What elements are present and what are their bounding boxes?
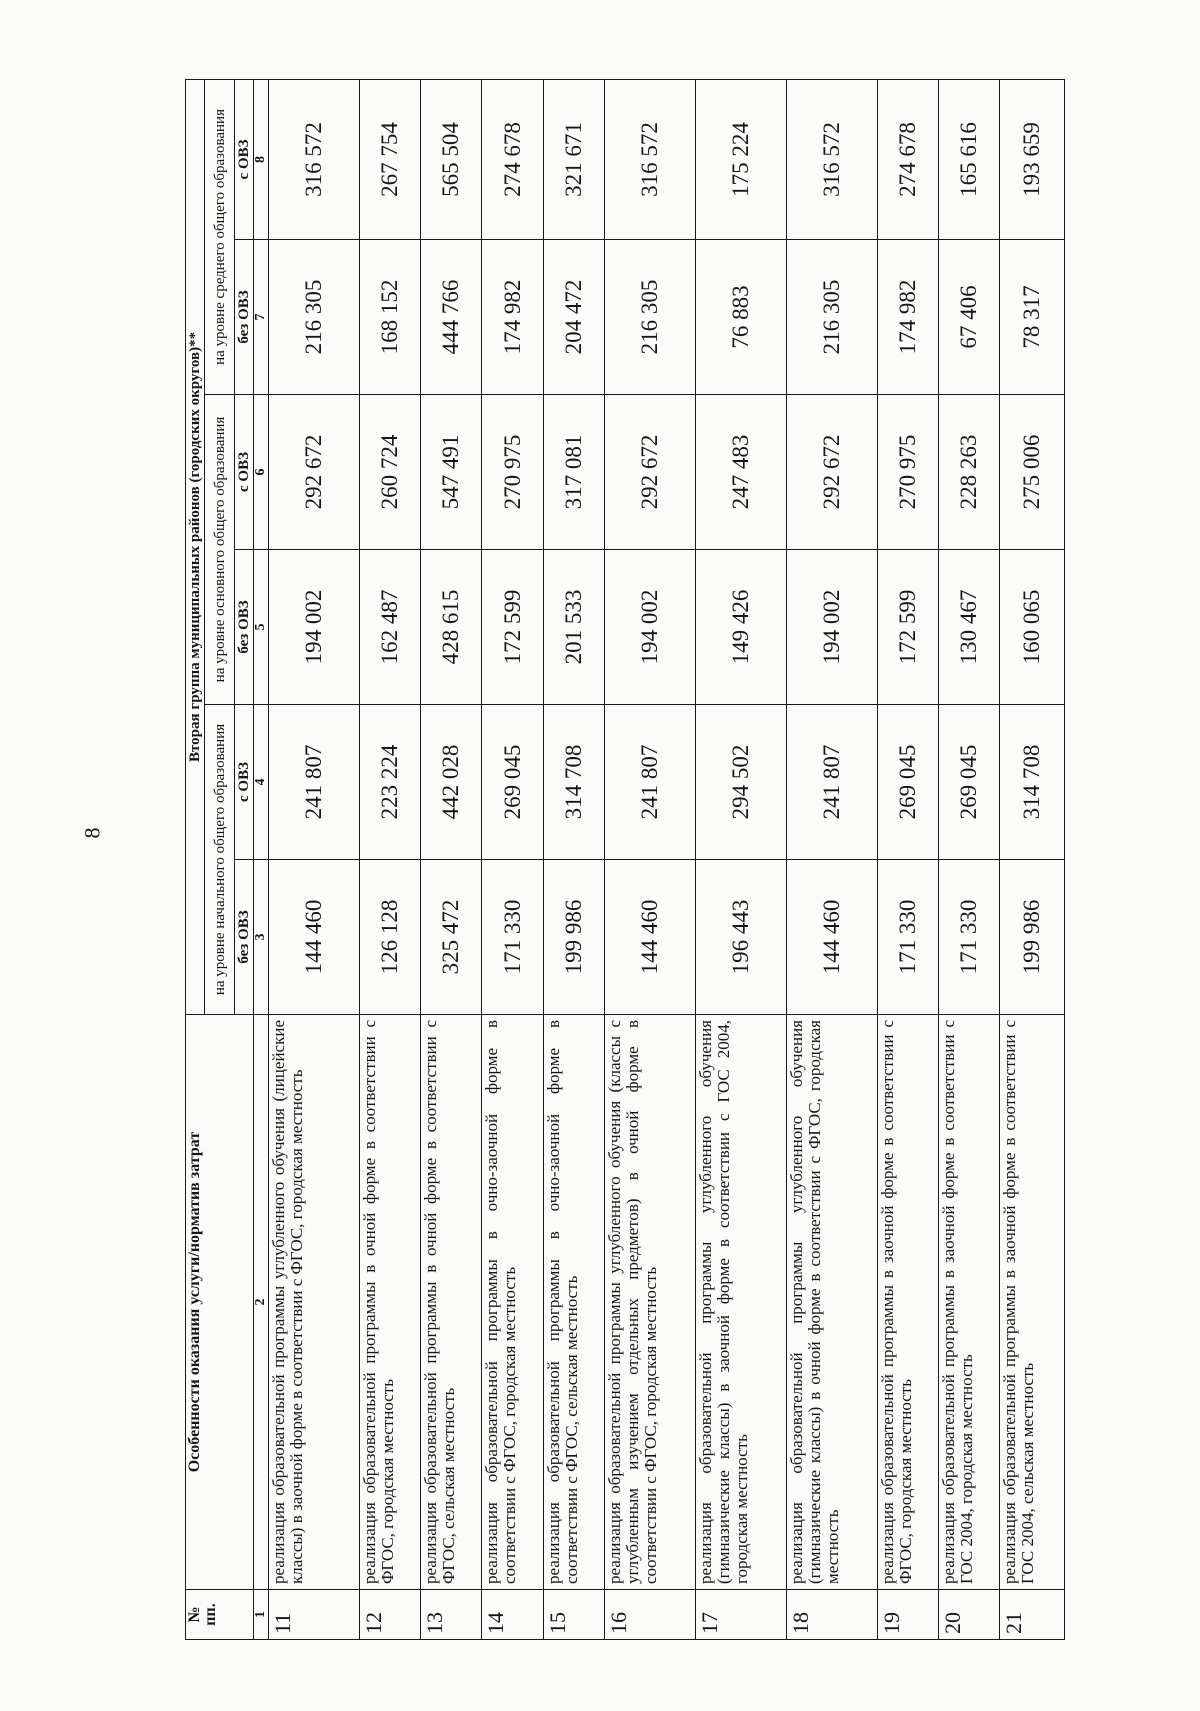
row-description: реализация образовательной программы в очно-заочной форме в соответствии с ФГОС, сельская местность <box>543 1015 604 1590</box>
cost-value: 269 045 <box>878 705 939 860</box>
column-number: 5 <box>254 550 269 705</box>
cost-value: 196 443 <box>695 860 786 1015</box>
cost-value: 174 982 <box>878 240 939 395</box>
cost-value: 165 616 <box>939 79 1000 239</box>
cost-value: 316 572 <box>269 79 360 239</box>
row-number: 16 <box>604 1590 695 1640</box>
cost-value: 292 672 <box>604 395 695 550</box>
cost-value: 314 708 <box>543 705 604 860</box>
cost-value: 275 006 <box>1000 395 1065 550</box>
row-description: реализация образовательной программы в заочной форме в соответствии с ГОС 2004, городская местность <box>939 1015 1000 1590</box>
header-sub: без ОВЗ <box>235 240 254 395</box>
row-number: 17 <box>695 1590 786 1640</box>
column-number: 8 <box>254 79 269 239</box>
cost-value: 316 572 <box>604 79 695 239</box>
cost-value: 126 128 <box>360 860 421 1015</box>
row-description: реализация образовательной программы углубленного обучения (классы с углубленным изучением отдельных предметов) в очной форме в соответствии с ФГОС, городская местность <box>604 1015 695 1590</box>
row-description: реализация образовательной программы в очно-заочной форме в соответствии с ФГОС, городская местность <box>482 1015 543 1590</box>
cost-value: 314 708 <box>1000 705 1065 860</box>
header-sub: с ОВЗ <box>235 395 254 550</box>
cost-value: 325 472 <box>421 860 482 1015</box>
cost-value: 76 883 <box>695 240 786 395</box>
table-row <box>604 79 695 1639</box>
row-description: реализация образовательной программы углубленного обучения (гимназические классы) в заочной форме в соответствии с ГОС 2004, городская местность <box>695 1015 786 1590</box>
header-sub: без ОВЗ <box>235 550 254 705</box>
cost-value: 428 615 <box>421 550 482 705</box>
cost-value: 228 263 <box>939 395 1000 550</box>
cost-value: 194 002 <box>269 550 360 705</box>
table-row <box>360 79 421 1639</box>
table-row <box>787 79 878 1639</box>
cost-value: 149 426 <box>695 550 786 705</box>
header-sub: с ОВЗ <box>235 705 254 860</box>
row-description: реализация образовательной программы в очной форме в соответствии с ФГОС, сельская местность <box>421 1015 482 1590</box>
cost-value: 171 330 <box>939 860 1000 1015</box>
cost-value: 260 724 <box>360 395 421 550</box>
cost-value: 565 504 <box>421 79 482 239</box>
cost-value: 444 766 <box>421 240 482 395</box>
cost-value: 201 533 <box>543 550 604 705</box>
cost-value: 172 599 <box>482 550 543 705</box>
cost-value: 174 982 <box>482 240 543 395</box>
row-description: реализация образовательной программы в заочной форме в соответствии с ФГОС, городская местность <box>878 1015 939 1590</box>
table-row <box>543 79 604 1639</box>
table-body <box>269 79 1065 1639</box>
cost-value: 317 081 <box>543 395 604 550</box>
column-number: 6 <box>254 395 269 550</box>
page-number: 8 <box>79 827 105 839</box>
cost-value: 274 678 <box>482 79 543 239</box>
header-level-primary: на уровне начального общего образования <box>205 705 235 1015</box>
cost-value: 216 305 <box>269 240 360 395</box>
cost-value: 193 659 <box>1000 79 1065 239</box>
cost-value: 199 986 <box>1000 860 1065 1015</box>
cost-value: 171 330 <box>878 860 939 1015</box>
header-group: Вторая группа муниципальных районов (городских округов)** <box>186 79 205 1014</box>
header-sub: с ОВЗ <box>235 79 254 239</box>
table-row <box>1000 79 1065 1639</box>
table-row <box>269 79 360 1639</box>
row-description: реализация образовательной программы углубленного обучения (лицейские классы) в заочной форме в соответствии с ФГОС, городская местность <box>269 1015 360 1590</box>
header-sub: без ОВЗ <box>235 860 254 1015</box>
cost-value: 241 807 <box>787 705 878 860</box>
row-number: 15 <box>543 1590 604 1640</box>
cost-value: 247 483 <box>695 395 786 550</box>
cost-value: 168 152 <box>360 240 421 395</box>
cost-value: 194 002 <box>787 550 878 705</box>
row-description: реализация образовательной программы в заочной форме в соответствии с ГОС 2004, сельская местность <box>1000 1015 1065 1590</box>
cost-value: 241 807 <box>269 705 360 860</box>
column-number: 2 <box>254 1015 269 1590</box>
cost-value: 144 460 <box>604 860 695 1015</box>
cost-value: 144 460 <box>269 860 360 1015</box>
cost-value: 547 491 <box>421 395 482 550</box>
cost-value: 162 487 <box>360 550 421 705</box>
cost-value: 130 467 <box>939 550 1000 705</box>
cost-value: 316 572 <box>787 79 878 239</box>
cost-value: 194 002 <box>604 550 695 705</box>
row-number: 21 <box>1000 1590 1065 1640</box>
cost-value: 270 975 <box>878 395 939 550</box>
cost-value: 160 065 <box>1000 550 1065 705</box>
cost-value: 292 672 <box>269 395 360 550</box>
column-number: 7 <box>254 240 269 395</box>
column-number: 3 <box>254 860 269 1015</box>
header-no: № пп. <box>186 1590 254 1640</box>
header-level-basic: на уровне основного общего образования <box>205 395 235 705</box>
rotated-table-container <box>185 80 1065 1640</box>
cost-value: 442 028 <box>421 705 482 860</box>
cost-value: 199 986 <box>543 860 604 1015</box>
cost-value: 269 045 <box>482 705 543 860</box>
cost-value: 274 678 <box>878 79 939 239</box>
column-number: 1 <box>254 1590 269 1640</box>
row-description: реализация образовательной программы в очной форме в соответствии с ФГОС, городская местность <box>360 1015 421 1590</box>
row-number: 12 <box>360 1590 421 1640</box>
cost-value: 241 807 <box>604 705 695 860</box>
cost-value: 321 671 <box>543 79 604 239</box>
cost-value: 67 406 <box>939 240 1000 395</box>
row-number: 11 <box>269 1590 360 1640</box>
cost-value: 216 305 <box>787 240 878 395</box>
cost-value: 172 599 <box>878 550 939 705</box>
table-row <box>695 79 786 1639</box>
cost-value: 144 460 <box>787 860 878 1015</box>
row-number: 20 <box>939 1590 1000 1640</box>
cost-value: 294 502 <box>695 705 786 860</box>
table-row <box>421 79 482 1639</box>
cost-value: 269 045 <box>939 705 1000 860</box>
row-number: 13 <box>421 1590 482 1640</box>
cost-value: 175 224 <box>695 79 786 239</box>
cost-value: 78 317 <box>1000 240 1065 395</box>
table-row <box>878 79 939 1639</box>
cost-norm-table <box>185 79 1065 1640</box>
cost-value: 216 305 <box>604 240 695 395</box>
cost-value: 204 472 <box>543 240 604 395</box>
cost-value: 267 754 <box>360 79 421 239</box>
cost-value: 171 330 <box>482 860 543 1015</box>
table-row <box>482 79 543 1639</box>
row-description: реализация образовательной программы углубленного обучения (гимназические классы) в очной форме в соответствии с ФГОС, городская местность <box>787 1015 878 1590</box>
row-number: 14 <box>482 1590 543 1640</box>
cost-value: 223 224 <box>360 705 421 860</box>
table-row <box>939 79 1000 1639</box>
header-service: Особенности оказания услуги/норматив затрат <box>186 1015 254 1590</box>
cost-value: 292 672 <box>787 395 878 550</box>
row-number: 19 <box>878 1590 939 1640</box>
column-number: 4 <box>254 705 269 860</box>
row-number: 18 <box>787 1590 878 1640</box>
header-level-secondary: на уровне среднего общего образования <box>205 79 235 394</box>
cost-value: 270 975 <box>482 395 543 550</box>
